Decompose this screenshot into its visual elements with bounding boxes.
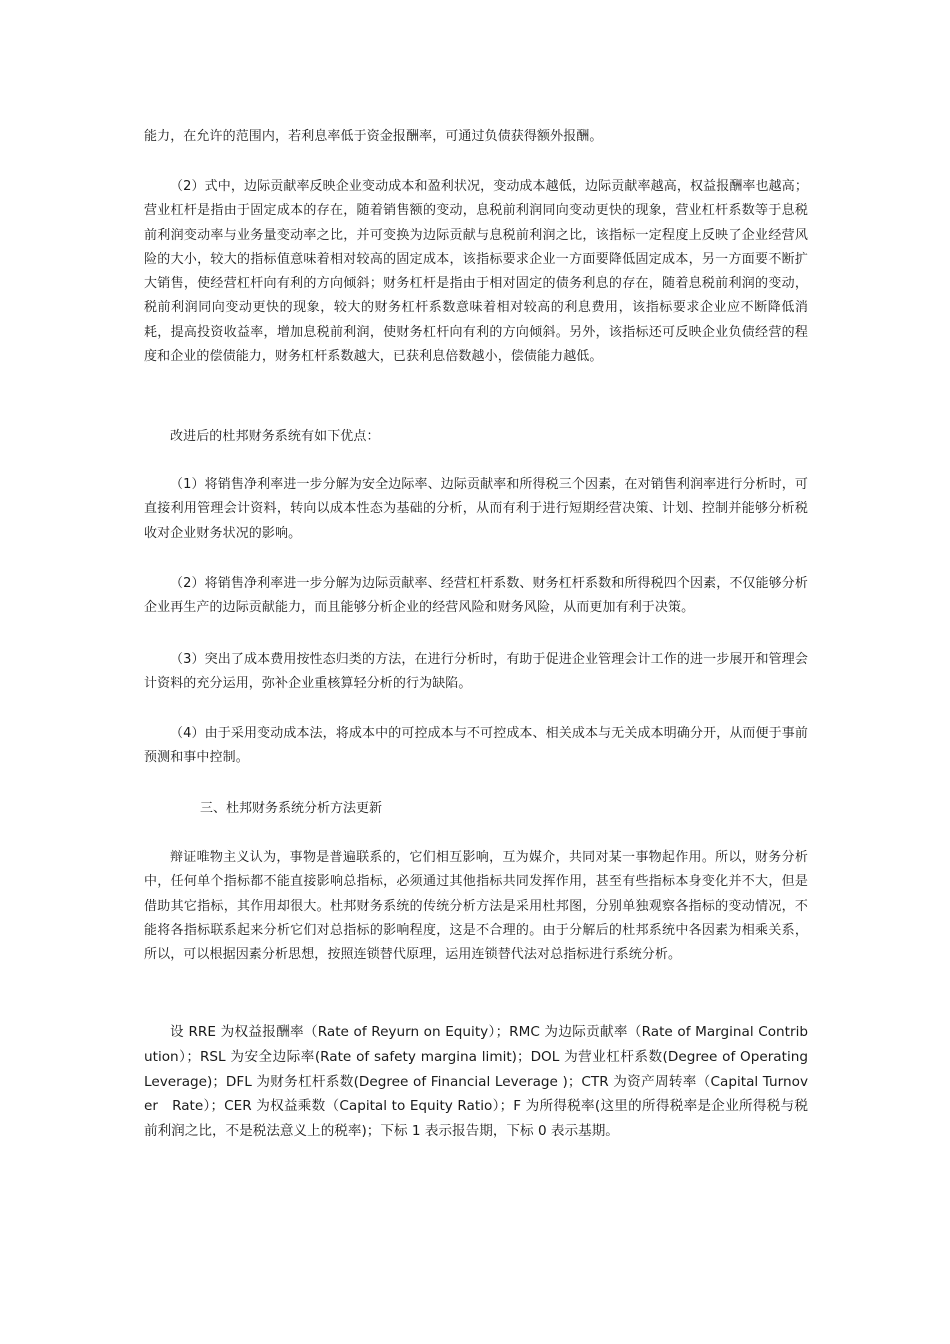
- paragraph-advantage-3: （3）突出了成本费用按性态归类的方法，在进行分析时，有助于促进企业管理会计工作的进一步展开和管理会计资料的充分运用，弥补企业重核算轻分析的行为缺陷。: [144, 652, 808, 692]
- paragraph-advantage-2: （2）将销售净利率进一步分解为边际贡献率、经营杠杆系数、财务杠杆系数和所得税四个因素，不仅能够分析企业再生产的边际贡献能力，而且能够分析企业的经营风险和财务风险，从而更加有利于决策。: [144, 576, 808, 616]
- paragraph-advantage-1: （1）将销售净利率进一步分解为安全边际率、边际贡献率和所得税三个因素，在对销售利润率进行分析时，可直接利用管理会计资料，转向以成本性态为基础的分析，从而有利于进行短期经营决策、计划、控制并能够分析税收对企业财务状况的影响。: [144, 477, 808, 541]
- paragraph-dialectical-analysis: 辩证唯物主义认为，事物是普遍联系的，它们相互影响，互为媒介，共同对某一事物起作用。所以，财务分析中，任何单个指标都不能直接影响总指标，必须通过其他指标共同发挥作用，甚至有些指标本身变化并不大，但是借助其它指标，其作用却很大。杜邦财务系统的传统分析方法是采用杜邦图，分别单独观察各指标的变动情况，不能将各指标联系起来分析它们对总指标的影响程度，这是不合理的。由于分解后的杜邦系统中各因素为相乘关系，所以，可以根据因素分析思想，按照连锁替代原理，运用连锁替代法对总指标进行系统分析。: [144, 850, 808, 963]
- paragraph-formula-2-explanation: （2）式中，边际贡献率反映企业变动成本和盈利状况，变动成本越低，边际贡献率越高，权益报酬率也越高；营业杠杆是指由于固定成本的存在，随着销售额的变动，息税前利润同向变动更快的现象，营业杠杆系数等于息税前利润变动率与业务量变动率之比，并可变换为边际贡献与息税前利润之比，该指标一定程度上反映了企业经营风险的大小，较大的指标值意味着相对较高的固定成本，该指标要求企业一方面要降低固定成本，另一方面要不断扩大销售，使经营杠杆向有利的方向倾斜；财务杠杆是指由于相对固定的债务利息的存在，随着息税前利润的变动，税前利润同向变动更快的现象，较大的财务杠杆系数意味着相对较高的利息费用，该指标要求企业应不断降低消耗，提高投资收益率，增加息税前利润，使财务杠杆向有利的方向倾斜。另外，该指标还可反映企业负债经营的程度和企业的偿债能力，财务杠杆系数越大，已获利息倍数越小，偿债能力越低。: [144, 179, 808, 365]
- paragraph-advantages-intro: 改进后的杜邦财务系统有如下优点：: [170, 429, 380, 444]
- section-heading: 三、杜邦财务系统分析方法更新: [200, 801, 383, 816]
- paragraph-advantage-4: （4）由于采用变动成本法，将成本中的可控成本与不可控成本、相关成本与无关成本明确分开，从而便于事前预测和事中控制。: [144, 726, 808, 766]
- paragraph-leverage-conclusion: 能力，在允许的范围内，若利息率低于资金报酬率，可通过负债获得额外报酬。: [144, 129, 603, 144]
- paragraph-variable-definitions: 设 RRE 为权益报酬率（Rate of Reyurn on Equity）；RMC 为边际贡献率（Rate of Marginal Contribution）；RSL 为安全边际率(Rate of safety margina limit)；DOL 为营业杠杆系数(Degree of Operating Leverage)；DFL 为财务杠杆系数(Degree of Financial Leverage )；CTR 为资产周转率（Capital Turnover Rate）；CER 为权益乘数（Capital to Equity Ratio）；F 为所得税率(这里的所得税率是企业所得税与税前利润之比，不是税法意义上的税率)；下标 1 表示报告期，下标 0 表示基期。: [144, 1024, 808, 1140]
